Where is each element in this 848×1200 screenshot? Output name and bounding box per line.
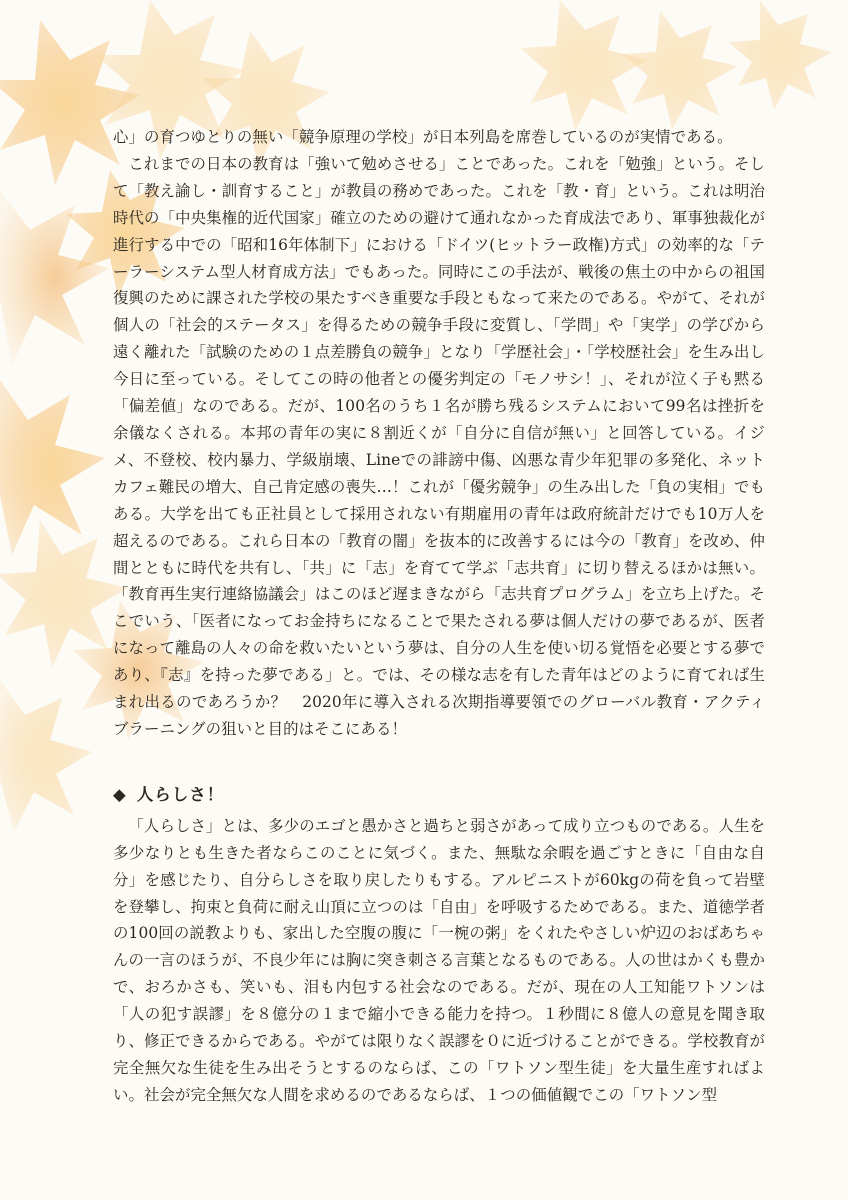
leaf-cluster-top-right — [520, 0, 832, 132]
paragraph-education-history: これまでの日本の教育は「強いて勉めさせる」ことであった。これを「勉強」という。そして「教え諭し・訓育すること」が教員の務めであった。これを「教・育」という。これは明治時代の「中央集権的近代国家」確立のための避けて通れなかった育成法であり、軍事独裁化が進行する中での「昭和16年体制下」における「ドイツ(ヒットラー政権)方式」の効率的な「テーラーシステム型人材育成方法」でもあった。同時にこの手法が、戦後の焦土の中からの祖国復興のために課された学校の果たすべき重要な手段ともなって来たのである。やがて、それが個人の「社会的ステータス」を得るための競争手段に変質し、「学問」や「実学」の学びから遠く離れた「試験のための１点差勝負の競争」となり「学歴社会」・「学校歴社会」を生み出し今日に至っている。そしてこの時の他者との優劣判定の「モノサシ！」、それが泣く子も黙る「偏差値」なのである。だが、100名のうち１名が勝ち残るシステムにおいて99名は挫折を余儀なくされる。本邦の青年の実に８割近くが「自分に自信が無い」と回答している。イジメ、不登校、校内暴力、学級崩壊、Lineでの誹謗中傷、凶悪な青少年犯罪の多発化、ネットカフェ難民の増大、自己肯定感の喪失…！これが「優劣競争」の生み出した「負の実相」でもある。大学を出ても正社員として採用されない有期雇用の青年は政府統計だけでも10万人を超えるのである。これら日本の「教育の闇」を抜本的に改善するには今の「教育」を改め、仲間とともに時代を共有し、「共」に「志」を育てて学ぶ「志共育」に切り替えるほかは無い。「教育再生実行連絡協議会」はこのほど遅まきながら「志共育プログラム」を立ち上げた。そこでいう、「医者になってお金持ちになることで果たされる夢は個人だけの夢であるが、医者になって離島の人々の命を救いたいという夢は、自分の人生を使い切る覚悟を必要とする夢であり、『志』を持った夢である」と。では、その様な志を有した青年はどのように育てれば生まれ出るのであろうか？ 2020年に導入される次期指導要領でのグローバル教育・アクティブラーニングの狙いと目的はそこにある！ — [113, 154, 765, 738]
paragraph-intro-continuation: 心」の育つゆとりの無い「競争原理の学校」が日本列島を席巻しているのが実情である。 — [113, 128, 733, 146]
section-title: 人らしさ！ — [136, 784, 225, 804]
document-body — [113, 124, 765, 1109]
diamond-bullet-icon: ◆ — [113, 784, 127, 804]
paragraph-humanity: 「人らしさ」とは、多少のエゴと愚かさと過ちと弱さがあって成り立つものである。人生を多少なりとも生きた者ならこのことに気づく。また、無駄な余暇を過ごすときに「自由な自分」を感じたり、自分らしさを取り戻したりもする。アルピニストが60kgの荷を負って岩壁を登攀し、拘束と負荷に耐え山頂に立つのは「自由」を呼吸するためである。また、道徳学者の100回の説教よりも、家出した空腹の腹に「一椀の粥」をくれたやさしい炉辺のおばあちゃんの一言のほうが、不良少年には胸に突き刺さる言葉となるものである。人の世はかくも豊かで、おろかさも、笑いも、泪も内包する社会なのである。だが、現在の人工知能ワトソンは「人の犯す誤謬」を８億分の１まで縮小できる能力を持つ。１秒間に８億人の意見を聞き取り、修正できるからである。やがては限りなく誤謬を０に近づけることができる。学校教育が完全無欠な生徒を生み出そうとするのならば、この「ワトソン型生徒」を大量生産すればよい。社会が完全無欠な人間を求めるのであるならば、１つの価値観でこの「ワトソン型 — [113, 816, 765, 1104]
section-heading — [113, 783, 765, 807]
